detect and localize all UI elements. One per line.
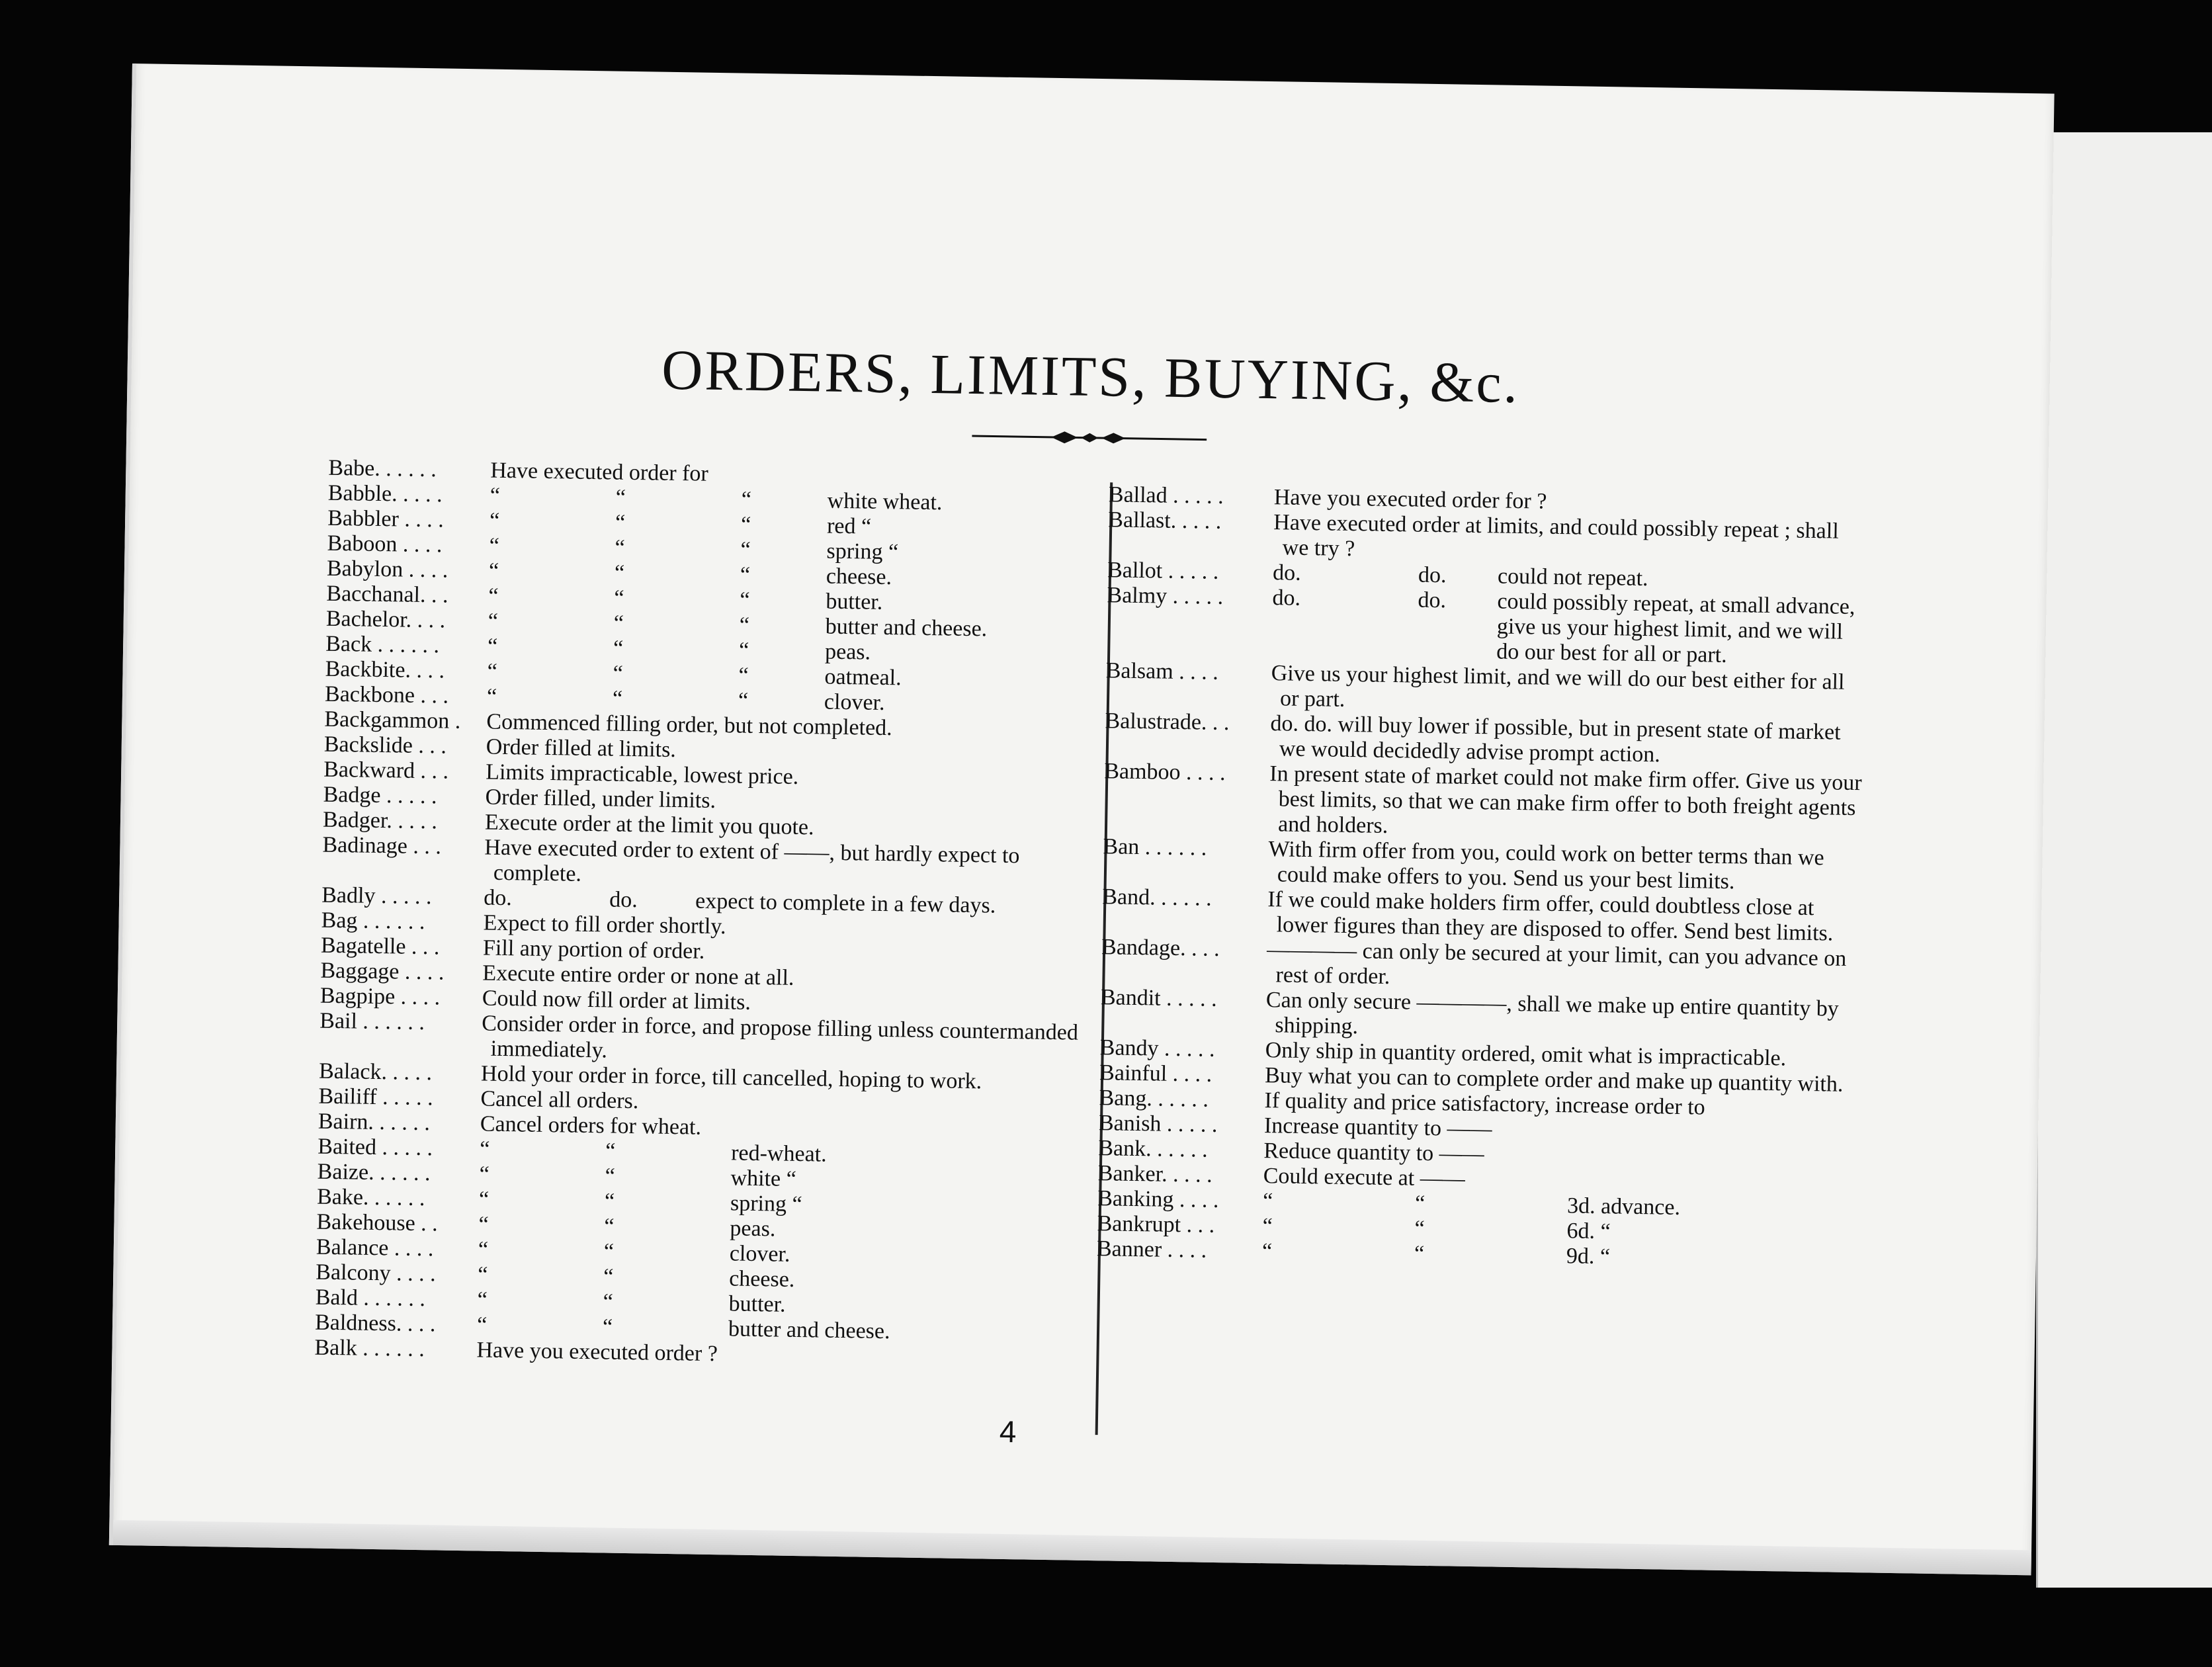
ditto-mark: “ [615, 510, 626, 535]
code-word: Bagpipe . . . . [319, 983, 441, 1010]
code-word: Bandit . . . . . [1100, 985, 1217, 1011]
code-word: Ban . . . . . . [1103, 834, 1207, 861]
ditto-mark: “ [604, 1214, 615, 1239]
code-word: Ballast. . . . . [1108, 507, 1222, 534]
code-word: Bamboo . . . . [1104, 759, 1226, 786]
code-meaning: peas. [824, 639, 871, 665]
code-word: Backbite. . . . [325, 656, 445, 683]
code-word: Baize. . . . . . [317, 1159, 431, 1186]
code-entry [1103, 759, 1865, 846]
code-meaning: Commenced filling order, but not completed. [486, 709, 892, 741]
ditto-word: do. [609, 887, 638, 913]
code-word: Bald . . . . . . [315, 1285, 426, 1312]
ditto-word: do. [483, 885, 513, 911]
code-word: Bang. . . . . . [1099, 1086, 1209, 1112]
code-word: Ballot . . . . . [1107, 558, 1219, 584]
code-word: Bank. . . . . . [1098, 1136, 1208, 1162]
ditto-mark: “ [1262, 1189, 1273, 1214]
code-meaning: red-wheat. [730, 1140, 827, 1167]
code-word: Bag . . . . . . [321, 908, 425, 935]
code-meaning: spring “ [826, 538, 899, 565]
code-word: Balsam . . . . [1105, 658, 1219, 685]
ditto-mark: “ [487, 634, 498, 659]
code-word: Banker. . . . . [1097, 1161, 1212, 1187]
code-word: Badger. . . . . [322, 807, 438, 834]
code-word: Baboon . . . . [327, 531, 443, 558]
code-meaning: Could now fill order at limits. [482, 986, 751, 1015]
ditto-mark: “ [479, 1136, 490, 1162]
ditto-mark: “ [612, 686, 623, 711]
facing-page-edge [2036, 132, 2212, 1588]
code-word: Bake. . . . . . [316, 1184, 425, 1211]
code-meaning: Increase quantity to —— [1263, 1113, 1492, 1142]
ditto-mark: “ [614, 560, 625, 585]
code-meaning: Fill any portion of order. [482, 935, 705, 964]
left-code-list [314, 456, 1095, 1373]
ditto-word: do. [1272, 560, 1301, 585]
code-meaning: butter and cheese. [825, 614, 988, 642]
code-meaning: If we could make holders firm offer, could doubtless close at lower figures than they are disposed to offer. Send best limits. [1267, 887, 1834, 946]
code-meaning: Execute entire order or none at all. [482, 961, 794, 990]
code-word: Banking . . . . [1097, 1186, 1219, 1213]
ditto-mark: “ [614, 585, 624, 611]
code-word: Backslide . . . [323, 732, 447, 759]
ditto-mark: “ [1414, 1241, 1425, 1266]
code-word: Back . . . . . . [325, 631, 440, 658]
page-title: ORDERS, LIMITS, BUYING, &c. [661, 337, 1520, 415]
ditto-mark: “ [740, 562, 751, 587]
title-ornament [972, 427, 1207, 449]
code-meaning: ———— can only be secured at your limit, can you advance on rest of order. [1266, 937, 1847, 990]
code-meaning: butter and cheese. [728, 1316, 890, 1344]
code-meaning: 3d. advance. [1566, 1193, 1681, 1220]
code-meaning: Could execute at —— [1263, 1164, 1466, 1191]
code-meaning: clover. [729, 1241, 790, 1267]
code-word: Baited . . . . . [318, 1134, 433, 1161]
ditto-mark: “ [603, 1264, 614, 1289]
code-word: Badly . . . . . [321, 882, 432, 910]
ditto-mark: “ [478, 1262, 488, 1287]
code-meaning: Can only secure ————, shall we make up entire quantity by shipping. [1265, 988, 1840, 1039]
ditto-mark: “ [1261, 1239, 1273, 1264]
code-meaning: do. do. will buy lower if possible, but in present state of market we would decidedly advise prompt action. [1270, 711, 1841, 767]
code-meaning: Hold your order in force, till cancelled, hoping to work. [480, 1061, 982, 1094]
code-word: Babbler . . . . [327, 505, 445, 533]
ditto-mark: “ [613, 611, 624, 636]
page-number: 4 [999, 1414, 1017, 1449]
code-meaning: oatmeal. [824, 664, 902, 691]
code-meaning: Only ship in quantity ordered, omit what is impracticable. [1265, 1038, 1787, 1071]
code-word: Baldness. . . . [314, 1310, 436, 1337]
book-page [109, 64, 2055, 1575]
code-word: Band. . . . . . [1102, 884, 1212, 911]
ditto-mark: “ [740, 537, 751, 562]
ditto-mark: “ [489, 508, 500, 533]
ditto-mark: “ [489, 533, 499, 558]
ditto-mark: “ [605, 1138, 616, 1164]
code-word: Bairn. . . . . . [318, 1109, 431, 1136]
ditto-mark: “ [615, 485, 626, 510]
ditto-mark: “ [479, 1162, 490, 1187]
code-word: Badinage . . . [322, 832, 442, 859]
code-meaning: Cancel all orders. [480, 1086, 639, 1114]
ditto-mark: “ [602, 1314, 613, 1340]
code-word: Backgammon . [324, 706, 461, 734]
code-word: Bankrupt . . . [1097, 1211, 1215, 1238]
ditto-mark: “ [488, 583, 499, 609]
code-meaning: cheese. [728, 1266, 795, 1292]
code-word: Banner . . . . [1096, 1236, 1207, 1263]
code-meaning: could not repeat. [1497, 564, 1648, 591]
code-meaning: Have executed order to extent of ——, but hardly expect to complete. [484, 835, 1020, 886]
code-meaning: If quality and price satisfactory, increase order to [1264, 1088, 1705, 1120]
ditto-mark: “ [478, 1212, 489, 1237]
ditto-mark: “ [1414, 1191, 1425, 1216]
ditto-mark: “ [605, 1164, 616, 1189]
code-word: Bandage. . . . [1101, 935, 1220, 961]
code-meaning: In present state of market could not make firm offer. Give us your best limits, so that we can make firm offer to both freight agents and holders. [1269, 761, 1862, 838]
ditto-mark: “ [477, 1287, 488, 1312]
code-word: Balk . . . . . . [314, 1335, 425, 1362]
code-meaning: Have executed order for [490, 458, 709, 486]
code-word: Balcony . . . . [316, 1260, 436, 1287]
ditto-mark: “ [613, 661, 623, 686]
code-word: Balack. . . . . [318, 1058, 433, 1086]
code-word: Backward . . . [323, 757, 449, 784]
code-meaning: Buy what you can to complete order and make up quantity with. [1264, 1063, 1844, 1097]
code-meaning: Reduce quantity to —— [1263, 1138, 1484, 1167]
ditto-word: do. [1418, 562, 1447, 588]
code-meaning: butter. [826, 589, 883, 615]
code-word: Bailiff . . . . . [318, 1084, 433, 1111]
code-meaning: Consider order in force, and propose filling unless countermanded immediately. [481, 1011, 1079, 1063]
code-word: Balmy . . . . . [1107, 583, 1224, 610]
code-word: Bachelor. . . . [325, 606, 446, 633]
ditto-word: do. [1418, 587, 1447, 613]
code-word: Bagatelle . . . [320, 933, 440, 960]
code-word: Bandy . . . . . [1099, 1035, 1215, 1062]
code-meaning: Cancel orders for wheat. [480, 1111, 702, 1140]
code-meaning: Expect to fill order shortly. [483, 910, 726, 939]
ditto-mark: “ [488, 609, 499, 634]
ditto-mark: “ [487, 659, 498, 684]
code-word: Backbone . . . [324, 681, 449, 708]
ditto-mark: “ [488, 558, 499, 583]
ditto-mark: “ [478, 1237, 489, 1262]
code-meaning: 6d. “ [1566, 1218, 1611, 1244]
code-meaning: peas. [730, 1216, 776, 1242]
code-word: Babylon . . . . [326, 556, 448, 583]
code-meaning: red “ [826, 513, 872, 539]
ditto-mark: “ [603, 1239, 615, 1264]
code-entry [1106, 583, 1868, 670]
code-meaning: Have executed order at limits, and could possibly repeat ; shall we try ? [1273, 510, 1839, 562]
code-meaning: Order filled, under limits. [485, 785, 716, 813]
code-meaning: With firm offer from you, could work on better terms than we could make offers to you. Send us your best limits. [1268, 837, 1824, 894]
code-word: Bakehouse . . [316, 1209, 438, 1236]
ditto-mark: “ [615, 535, 625, 560]
code-word: Bail . . . . . . [319, 1008, 425, 1035]
code-meaning: white “ [730, 1166, 797, 1191]
ditto-mark: “ [603, 1289, 614, 1314]
ditto-mark: “ [738, 638, 749, 663]
code-word: Bainful . . . . [1099, 1060, 1212, 1087]
code-meaning: Have you executed order for ? [1273, 485, 1547, 514]
code-meaning: white wheat. [827, 488, 943, 515]
ditto-mark: “ [489, 483, 501, 508]
code-word: Ballad . . . . . [1108, 482, 1224, 509]
ditto-mark: “ [486, 684, 497, 709]
ditto-mark: “ [741, 487, 752, 512]
code-word: Balustrade. . . [1105, 708, 1230, 736]
ditto-mark: “ [1414, 1216, 1425, 1241]
code-meaning: clover. [824, 689, 885, 715]
code-word: Badge . . . . . [323, 782, 437, 809]
ditto-mark: “ [738, 663, 749, 688]
ditto-mark: “ [478, 1187, 489, 1212]
code-meaning: 9d. “ [1566, 1244, 1611, 1269]
right-code-list [1097, 482, 1869, 1273]
ditto-mark: “ [738, 688, 749, 713]
code-word: Baggage . . . . [320, 958, 445, 985]
code-meaning: butter. [728, 1291, 786, 1317]
code-meaning: Give us your highest limit, and we will do our best either for all or part. [1271, 661, 1845, 712]
code-meaning: Limits impracticable, lowest price. [485, 759, 799, 789]
code-word: Banish . . . . . [1098, 1111, 1218, 1137]
ditto-mark: “ [613, 636, 624, 661]
ditto-mark: “ [1262, 1214, 1273, 1239]
code-meaning: expect to complete in a few days. [695, 888, 996, 918]
ditto-mark: “ [604, 1189, 615, 1214]
ditto-mark: “ [476, 1312, 488, 1338]
ditto-mark: “ [739, 613, 750, 638]
code-word: Babble. . . . . [327, 480, 443, 507]
code-meaning: could possibly repeat, at small advance, give us your highest limit, and we will do our best for all or part. [1496, 589, 1855, 667]
code-meaning: cheese. [826, 564, 892, 590]
ditto-mark: “ [740, 512, 751, 537]
code-word: Balance . . . . [316, 1234, 434, 1261]
code-meaning: Execute order at the limit you quote. [484, 810, 814, 840]
code-word: Bacchanal. . . [326, 581, 448, 608]
code-word: Babe. . . . . . [328, 455, 437, 482]
ditto-mark: “ [740, 587, 750, 613]
code-meaning: spring “ [730, 1191, 802, 1217]
code-meaning: Have you executed order ? [476, 1338, 718, 1367]
code-meaning: Order filled at limits. [486, 734, 677, 763]
ditto-word: do. [1272, 585, 1301, 611]
